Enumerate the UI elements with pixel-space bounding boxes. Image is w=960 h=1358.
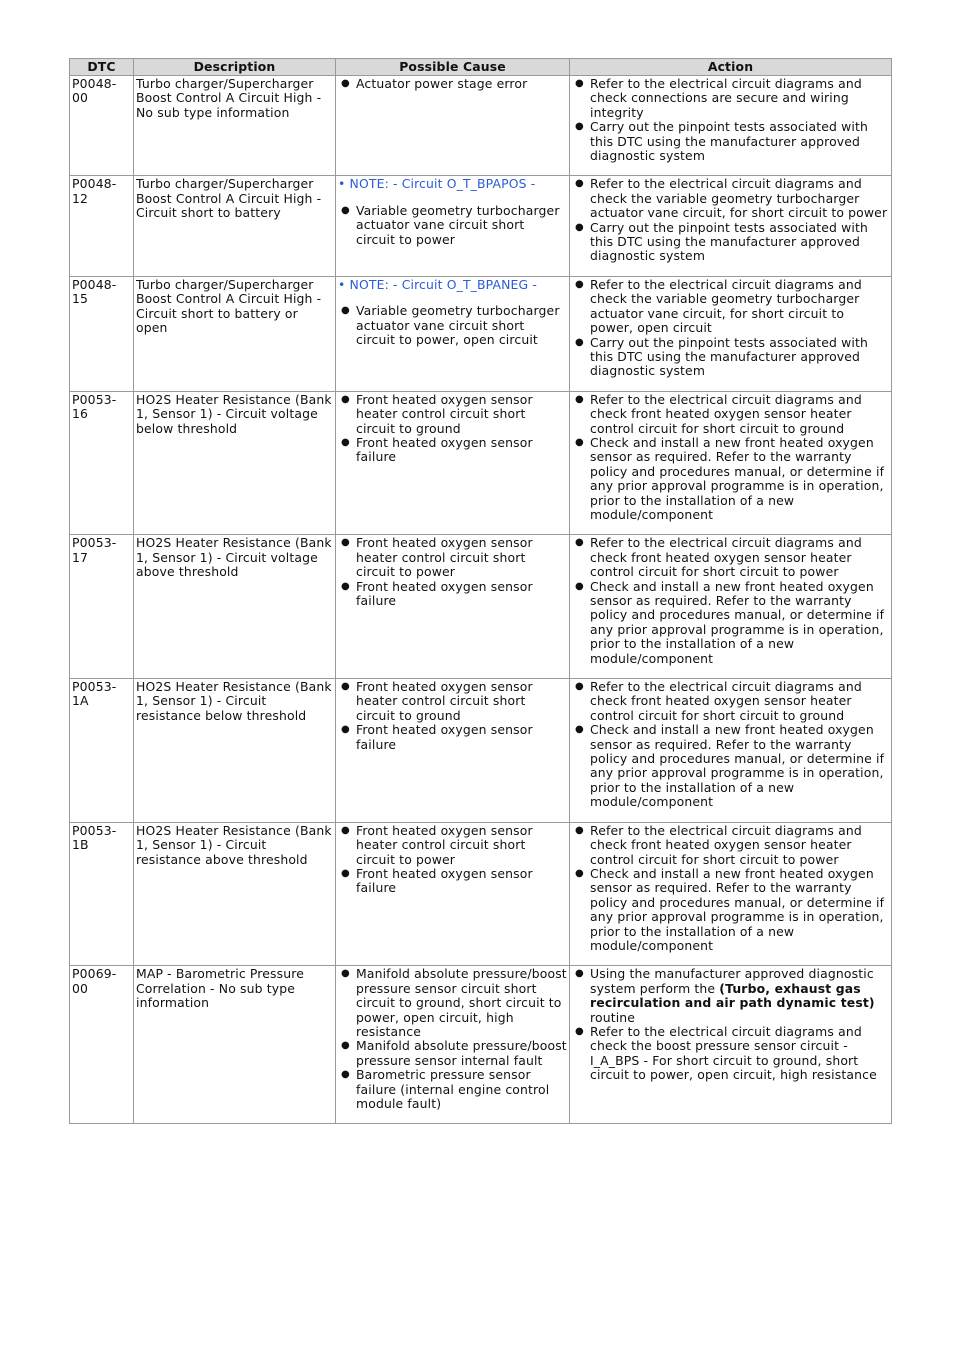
- action-list: [572, 77, 889, 163]
- action-list: [572, 680, 889, 810]
- header-dtc: DTC: [70, 59, 134, 76]
- cause-list: [338, 680, 567, 752]
- possible-cause-cell: [336, 535, 570, 679]
- action-item: ● Refer to the electrical circuit diagrams and check the variable geometry turbocharger actuator vane circuit, for short circuit to power: [590, 177, 889, 220]
- action-list: [572, 393, 889, 523]
- action-cell: [570, 391, 892, 535]
- dtc-code: P0053-16: [70, 391, 134, 535]
- action-cell: [570, 966, 892, 1124]
- action-cell: [570, 822, 892, 966]
- action-list: [572, 967, 889, 1082]
- action-item: ● Refer to the electrical circuit diagrams and check connections are secure and wiring integrity: [590, 77, 889, 120]
- dtc-description: Turbo charger/Supercharger Boost Control A Circuit High - Circuit short to battery: [134, 176, 336, 276]
- possible-cause-cell: [336, 822, 570, 966]
- possible-cause-cell: [336, 966, 570, 1124]
- cause-list: [338, 77, 567, 91]
- cause-item: ● Actuator power stage error: [356, 77, 567, 91]
- dtc-code: P0069-00: [70, 966, 134, 1124]
- dtc-code: P0053-1A: [70, 679, 134, 823]
- possible-cause-cell: [336, 276, 570, 391]
- cause-list: [338, 536, 567, 608]
- cause-item: ● Manifold absolute pressure/boost pressure sensor internal fault: [356, 1039, 567, 1068]
- cause-item: ● Front heated oxygen sensor heater control circuit short circuit to ground: [356, 680, 567, 723]
- action-item: ● Refer to the electrical circuit diagrams and check front heated oxygen sensor heater control circuit for short circuit to power: [590, 536, 889, 579]
- cause-item: ● Front heated oxygen sensor heater control circuit short circuit to power: [356, 536, 567, 579]
- dtc-code: P0053-1B: [70, 822, 134, 966]
- table-row: [70, 76, 892, 176]
- cause-item: ● Front heated oxygen sensor failure: [356, 436, 567, 465]
- table-header-row: [70, 59, 892, 76]
- cause-list: [338, 967, 567, 1111]
- dtc-description: Turbo charger/Supercharger Boost Control A Circuit High - No sub type information: [134, 76, 336, 176]
- dtc-description: MAP - Barometric Pressure Correlation - No sub type information: [134, 966, 336, 1124]
- action-item: ● Refer to the electrical circuit diagrams and check front heated oxygen sensor heater control circuit for short circuit to ground: [590, 393, 889, 436]
- action-cell: [570, 276, 892, 391]
- table-row: [70, 679, 892, 823]
- action-cell: [570, 535, 892, 679]
- action-item: ● Using the manufacturer approved diagnostic system perform the (Turbo, exhaust gas recirculation and air path dynamic test) routine: [590, 967, 889, 1025]
- possible-cause-cell: [336, 391, 570, 535]
- action-item: ● Check and install a new front heated oxygen sensor as required. Refer to the warranty policy and procedures manual, or determine if any prior approval programme is in operation, prior to the installation of a new module/component: [590, 723, 889, 809]
- bold-text: (Turbo, exhaust gas recirculation and air path dynamic test): [590, 980, 875, 1011]
- dtc-description: HO2S Heater Resistance (Bank 1, Sensor 1) - Circuit resistance below threshold: [134, 679, 336, 823]
- possible-cause-cell: [336, 76, 570, 176]
- dtc-description: HO2S Heater Resistance (Bank 1, Sensor 1) - Circuit resistance above threshold: [134, 822, 336, 966]
- dtc-description: HO2S Heater Resistance (Bank 1, Sensor 1) - Circuit voltage below threshold: [134, 391, 336, 535]
- table-row: [70, 276, 892, 391]
- action-cell: [570, 679, 892, 823]
- action-item: ● Refer to the electrical circuit diagrams and check the variable geometry turbocharger actuator vane circuit, for short circuit to power, open circuit: [590, 278, 889, 336]
- cause-list: [338, 304, 567, 347]
- action-item: ● Refer to the electrical circuit diagrams and check front heated oxygen sensor heater control circuit for short circuit to power: [590, 824, 889, 867]
- action-item: ● Check and install a new front heated oxygen sensor as required. Refer to the warranty policy and procedures manual, or determine if any prior approval programme is in operation, prior to the installation of a new module/component: [590, 867, 889, 953]
- cause-item: ● Front heated oxygen sensor failure: [356, 867, 567, 896]
- dtc-description: HO2S Heater Resistance (Bank 1, Sensor 1) - Circuit voltage above threshold: [134, 535, 336, 679]
- cause-item: ● Front heated oxygen sensor failure: [356, 580, 567, 609]
- action-item: ● Carry out the pinpoint tests associated with this DTC using the manufacturer approved diagnostic system: [590, 336, 889, 379]
- circuit-note: • NOTE: - Circuit O_T_BPAPOS -: [338, 176, 536, 192]
- dtc-document-page: [69, 58, 891, 1124]
- table-row: [70, 535, 892, 679]
- action-item: ● Refer to the electrical circuit diagrams and check front heated oxygen sensor heater control circuit for short circuit to ground: [590, 680, 889, 723]
- dtc-code: P0048-00: [70, 76, 134, 176]
- table-row: [70, 391, 892, 535]
- table-row: [70, 176, 892, 276]
- cause-list: [338, 824, 567, 896]
- possible-cause-cell: [336, 176, 570, 276]
- header-description: Description: [134, 59, 336, 76]
- action-item: ● Check and install a new front heated oxygen sensor as required. Refer to the warranty policy and procedures manual, or determine if any prior approval programme is in operation, prior to the installation of a new module/component: [590, 436, 889, 522]
- cause-item: ● Manifold absolute pressure/boost pressure sensor circuit short circuit to ground, short circuit to power, open circuit, high resistance: [356, 967, 567, 1039]
- cause-item: ● Front heated oxygen sensor heater control circuit short circuit to ground: [356, 393, 567, 436]
- action-list: [572, 177, 889, 263]
- action-cell: [570, 76, 892, 176]
- dtc-table: [69, 58, 892, 1124]
- action-list: [572, 536, 889, 666]
- circuit-note: • NOTE: - Circuit O_T_BPANEG -: [338, 276, 537, 292]
- dtc-description: Turbo charger/Supercharger Boost Control A Circuit High - Circuit short to battery or open: [134, 276, 336, 391]
- cause-list: [338, 204, 567, 247]
- action-list: [572, 824, 889, 954]
- cause-list: [338, 393, 567, 465]
- cause-item: ● Variable geometry turbocharger actuator vane circuit short circuit to power, open circuit: [356, 304, 567, 347]
- dtc-code: P0053-17: [70, 535, 134, 679]
- action-item: ● Refer to the electrical circuit diagrams and check the boost pressure sensor circuit - I_A_BPS - For short circuit to ground, short circuit to power, open circuit, high resistance: [590, 1025, 889, 1083]
- cause-item: ● Barometric pressure sensor failure (internal engine control module fault): [356, 1068, 567, 1111]
- cause-item: ● Front heated oxygen sensor failure: [356, 723, 567, 752]
- header-possible-cause: Possible Cause: [336, 59, 570, 76]
- dtc-code: P0048-15: [70, 276, 134, 391]
- cause-item: ● Front heated oxygen sensor heater control circuit short circuit to power: [356, 824, 567, 867]
- action-item: ● Carry out the pinpoint tests associated with this DTC using the manufacturer approved diagnostic system: [590, 120, 889, 163]
- action-list: [572, 278, 889, 379]
- table-row: [70, 822, 892, 966]
- header-action: Action: [570, 59, 892, 76]
- table-row: [70, 966, 892, 1124]
- dtc-code: P0048-12: [70, 176, 134, 276]
- cause-item: ● Variable geometry turbocharger actuator vane circuit short circuit to power: [356, 204, 567, 247]
- possible-cause-cell: [336, 679, 570, 823]
- action-cell: [570, 176, 892, 276]
- table-body: [70, 76, 892, 1124]
- action-item: ● Carry out the pinpoint tests associated with this DTC using the manufacturer approved diagnostic system: [590, 221, 889, 264]
- action-item: ● Check and install a new front heated oxygen sensor as required. Refer to the warranty policy and procedures manual, or determine if any prior approval programme is in operation, prior to the installation of a new module/component: [590, 580, 889, 666]
